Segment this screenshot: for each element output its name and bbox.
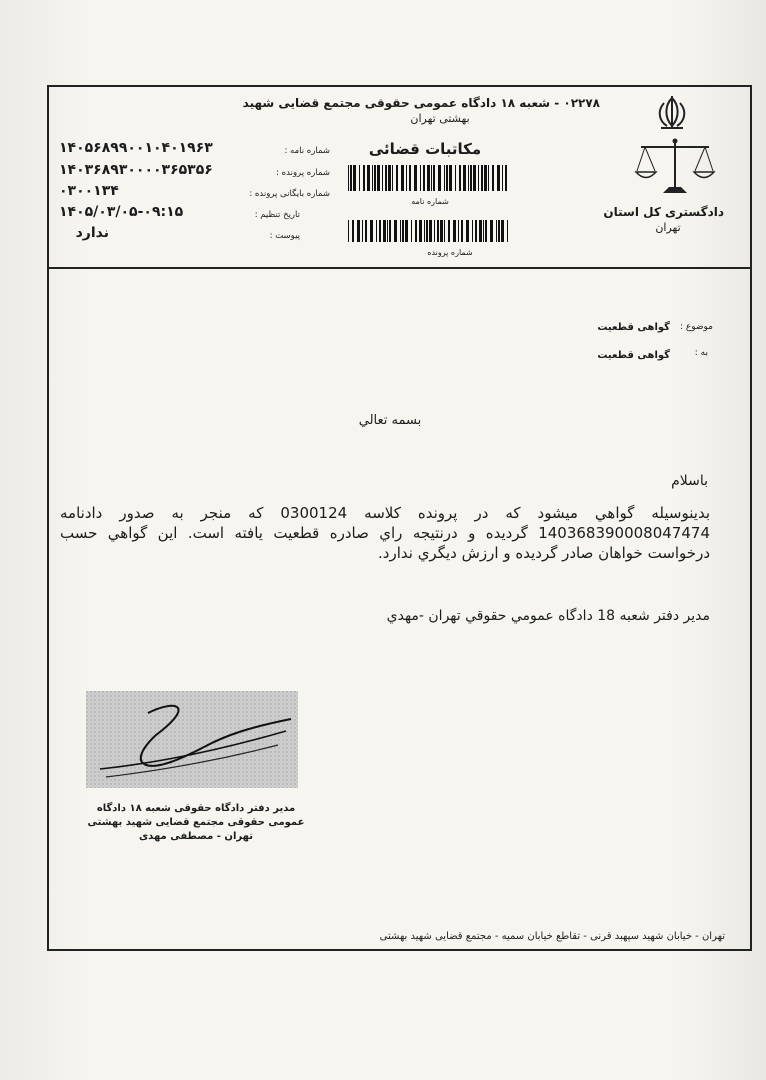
meta-label-date: تاریخ تنظیم : [254, 210, 300, 220]
meta-value-letter-number: ۱۴۰۵۶۸۹۹۰۰۱۰۴۰۱۹۶۳ [59, 140, 213, 156]
invocation: بسمه تعالي [358, 413, 422, 428]
letter-barcode [348, 165, 510, 195]
signature-image [86, 691, 298, 788]
case-barcode [348, 220, 510, 246]
court-branch-line: ۰۲۲۷۸ - شعبه ۱۸ دادگاه عمومی حقوقی مجتمع قضایی شهید [242, 96, 600, 110]
letter-barcode-caption: شماره نامه [411, 197, 449, 206]
meta-value-attachment: ندارد [75, 225, 109, 241]
signer-line: مدير دفتر شعبه 18 دادگاه عمومي حقوقي تهران -مهدي [386, 608, 710, 624]
iran-emblem-icon [655, 95, 689, 135]
org-name: دادگستری کل استان [603, 205, 724, 219]
section-title: مکاتبات قضائی [368, 140, 482, 158]
salutation: باسلام [671, 473, 708, 489]
meta-label-letter-number: شماره نامه : [284, 146, 330, 156]
subject-label: موضوع : [679, 322, 713, 332]
signature-caption: مدیر دفتر دادگاه حقوقی شعبه ۱۸ دادگاه عمومی حقوقی مجتمع قضایی شهید بهشتی تهران - مصطفی مهدی [87, 803, 305, 842]
recipient-label: به : [694, 348, 708, 358]
meta-label-archive-number: شماره بایگانی پرونده : [249, 189, 330, 199]
org-city: تهران [655, 221, 681, 234]
scales-of-justice-icon [633, 137, 717, 199]
meta-value-date: ۱۴۰۵/۰۳/۰۵-۰۹:۱۵ [59, 204, 184, 220]
footer-address: تهران - خیابان شهید سپهبد قرنی - تقاطع خیابان سمیه - مجتمع قضایی شهید بهشتی [379, 931, 725, 942]
court-branch-line-2: بهشتی تهران [410, 112, 470, 125]
subject-value: گواهی قطعیت [597, 322, 670, 333]
meta-label-case-number: شماره پرونده : [276, 168, 330, 178]
meta-value-archive-number: ۰۳۰۰۱۳۴ [59, 183, 119, 199]
meta-value-case-number: ۱۴۰۳۶۸۹۳۰۰۰۰۳۶۵۳۵۶ [59, 162, 213, 178]
case-barcode-caption: شماره پرونده [427, 248, 473, 257]
header-divider [47, 267, 752, 269]
certificate-paragraph: بدينوسيله گواهي ميشود که در پرونده کلاسه 0300124 که منجر به صدور دادنامه 140368390008047474 گرديده و درنتيجه راي صادره قطعيت يافته است. اين گواهي حسب درخواست خواهان صادر گرديده و ارزش ديگري ندارد. [60, 504, 710, 562]
recipient-value: گواهی قطعیت [597, 350, 670, 361]
meta-label-attachment: پیوست : [269, 231, 300, 241]
